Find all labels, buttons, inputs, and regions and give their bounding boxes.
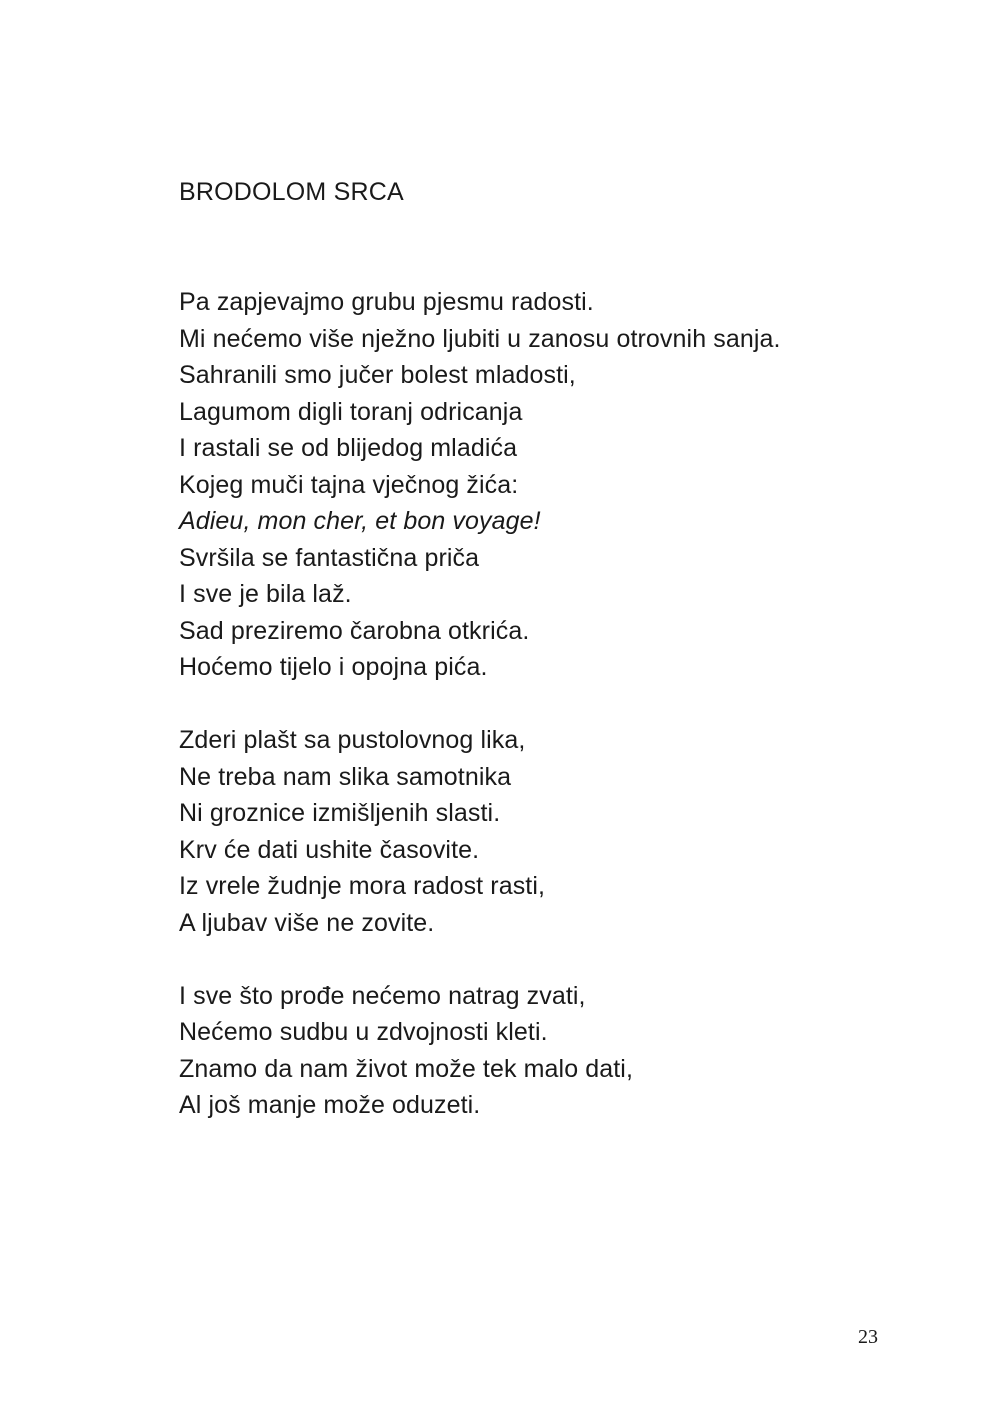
poem-line: Al još manje može oduzeti. bbox=[179, 1091, 481, 1119]
poem-line: Nećemo sudbu u zdvojnosti kleti. bbox=[179, 1018, 548, 1046]
poem-line: I sve što prođe nećemo natrag zvati, bbox=[179, 981, 586, 1010]
poem-line: Kojeg muči tajna vječnog žića: bbox=[179, 470, 519, 499]
poem-line: Zderi plašt sa pustolovnog lika, bbox=[179, 726, 526, 754]
poem-line: Krv će dati ushite časovite. bbox=[179, 835, 480, 864]
poem-title: BRODOLOM SRCA bbox=[179, 178, 404, 206]
stanza-1 bbox=[179, 284, 939, 686]
stanza-2 bbox=[179, 722, 939, 941]
poem-line: I rastali se od blijedog mladića bbox=[179, 434, 518, 462]
poem-line: Hoćemo tijelo i opojna pića. bbox=[179, 653, 488, 681]
poem-body bbox=[179, 284, 939, 1160]
poem-line: Mi nećemo više nježno ljubiti u zanosu otrovnih sanja. bbox=[179, 324, 781, 353]
poem-line: Sahranili smo jučer bolest mladosti, bbox=[179, 361, 576, 389]
poem-line: Ni groznice izmišljenih slasti. bbox=[179, 799, 501, 827]
poem-line: Svršila se fantastična priča bbox=[179, 543, 480, 572]
poem-line: Znamo da nam život može tek malo dati, bbox=[179, 1054, 633, 1083]
poem-line: Ne treba nam slika samotnika bbox=[179, 762, 512, 791]
poem-line: Sad preziremo čarobna otkrića. bbox=[179, 616, 530, 645]
poem-line: Iz vrele žudnje mora radost rasti, bbox=[179, 872, 546, 900]
page-number: 23 bbox=[858, 1326, 878, 1348]
poem-line: Lagumom digli toranj odricanja bbox=[179, 397, 523, 426]
poem-line: I sve je bila laž. bbox=[179, 580, 352, 608]
stanza-3 bbox=[179, 978, 939, 1124]
poem-line: Pa zapjevajmo grubu pjesmu radosti. bbox=[179, 288, 594, 316]
poem-line-italic: Adieu, mon cher, et bon voyage! bbox=[179, 507, 541, 535]
poem-line: A ljubav više ne zovite. bbox=[179, 908, 435, 937]
